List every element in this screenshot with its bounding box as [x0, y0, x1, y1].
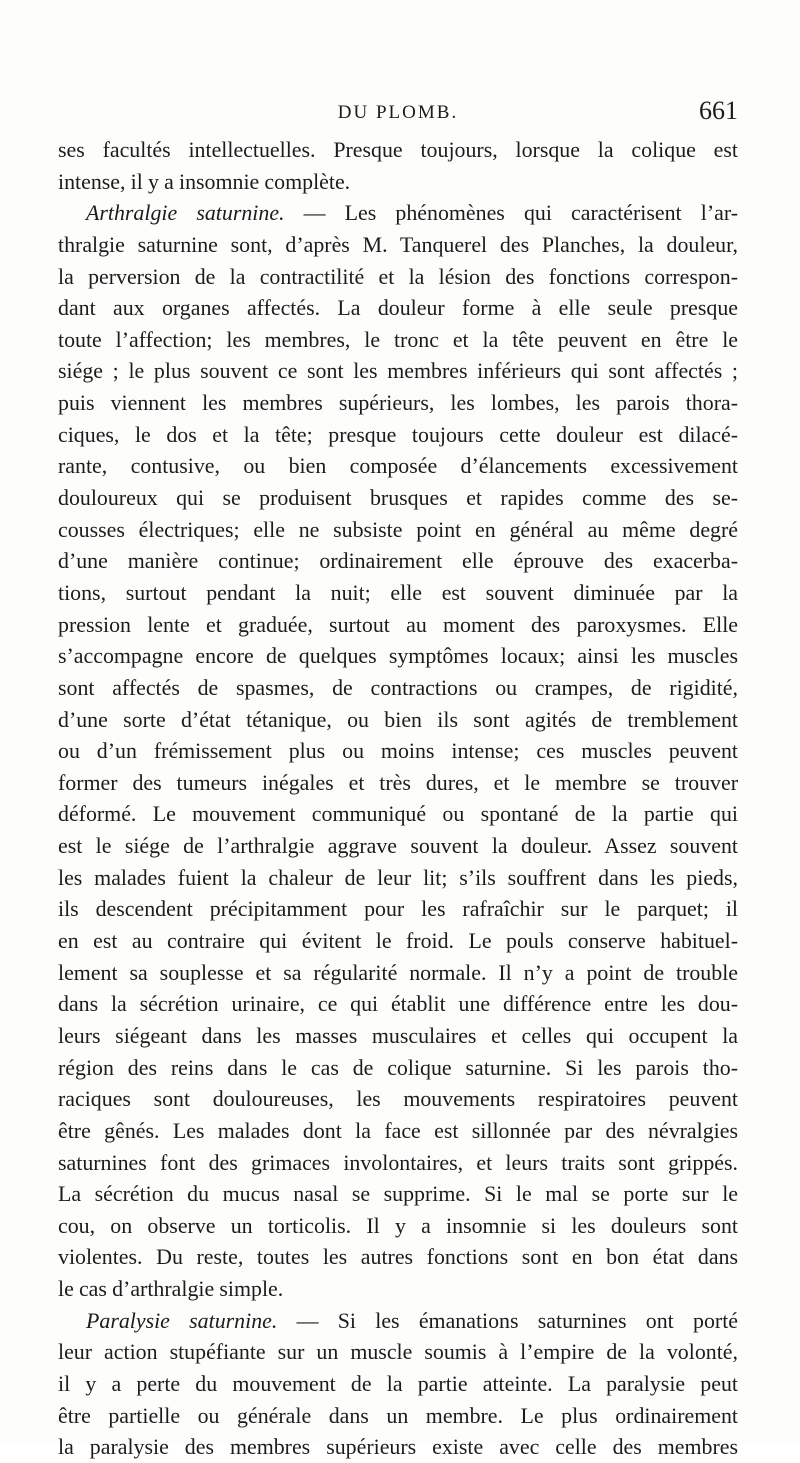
text-line: dans la sécrétion urinaire, ce qui établit une différence entre les dou-: [58, 991, 738, 1017]
text-line: il y a perte du mouvement de la partie atteinte. La paralysie peut: [58, 1370, 738, 1396]
text-line: la perversion de la contractilité et la lésion des fonctions correspon-: [58, 263, 738, 289]
text-line: cou, on observe un torticolis. Il y a insomnie si les douleurs sont: [58, 1212, 738, 1238]
text-line: être gênés. Les malades dont la face est sillonnée par des névralgies: [58, 1117, 738, 1143]
text-line: d’une sorte d’état tétanique, ou bien ils sont agités de tremblement: [58, 706, 738, 732]
text-line: déformé. Le mouvement communiqué ou spontané de la partie qui: [58, 801, 738, 827]
running-title: DU PLOMB.: [337, 102, 459, 123]
text-line: raciques sont douloureuses, les mouvements respiratoires peuvent: [58, 1086, 738, 1112]
text-line: lement sa souplesse et sa régularité normale. Il n’y a point de trouble: [58, 959, 738, 985]
text-line: s’accompagne encore de quelques symptômes locaux; ainsi les muscles: [58, 643, 738, 669]
text-line: [58, 197, 738, 229]
text-line: toute l’affection; les membres, le tronc et la tête peuvent en être le: [58, 326, 738, 352]
text-line: région des reins dans le cas de colique saturnine. Si les parois tho-: [58, 1054, 738, 1080]
text-line: d’une manière continue; ordinairement elle éprouve des exacerba-: [58, 548, 738, 574]
text-line: saturnines font des grimaces involontaires, et leurs traits sont grippés.: [58, 1149, 738, 1175]
text-line: former des tumeurs inégales et très dures, et le membre se trouver: [58, 769, 738, 795]
text-line: dant aux organes affectés. La douleur forme à elle seule presque: [58, 295, 738, 321]
section-title-paralysie: Paralysie saturnine.: [86, 1307, 278, 1333]
text-line: être partielle ou générale dans un membre. Le plus ordinairement: [58, 1402, 738, 1428]
text-line: tions, surtout pendant la nuit; elle est souvent diminuée par la: [58, 579, 738, 605]
body-text: [58, 134, 738, 1463]
text-line: violentes. Du reste, toutes les autres fonctions sont en bon état dans: [58, 1244, 738, 1270]
text-line: ciques, le dos et la tête; presque toujours cette douleur est dilacé-: [58, 421, 738, 447]
text-line: ou d’un frémissement plus ou moins intense; ces muscles peuvent: [58, 738, 738, 764]
text-line-rest: — Si les émanations saturnines ont porté: [296, 1307, 738, 1333]
text-line: [58, 1305, 738, 1337]
text-line: douloureux qui se produisent brusques et rapides comme des se-: [58, 485, 738, 511]
text-line: en est au contraire qui évitent le froid. Le pouls conserve habituel-: [58, 928, 738, 954]
text-line: thralgie saturnine sont, d’après M. Tanquerel des Planches, la douleur,: [58, 231, 738, 257]
text-line-rest: — Les phénomènes qui caractérisent l’ar-: [303, 200, 738, 226]
text-line: cousses électriques; elle ne subsiste point en général au même degré: [58, 516, 738, 542]
text-line: la paralysie des membres supérieurs existe avec celle des membres: [58, 1434, 738, 1460]
text-line: siége ; le plus souvent ce sont les membres inférieurs qui sont affectés ;: [58, 358, 738, 384]
text-line: ses facultés intellectuelles. Presque toujours, lorsque la colique est: [58, 137, 738, 162]
text-line: les malades fuient la chaleur de leur lit; s’ils souffrent dans les pieds,: [58, 864, 738, 890]
text-line: rante, contusive, ou bien composée d’élancements excessivement: [58, 453, 738, 479]
text-line: intense, il y a insomnie complète.: [58, 168, 351, 194]
text-line: pression lente et graduée, surtout au moment des paroxysmes. Elle: [58, 611, 738, 637]
text-line: est le siége de l’arthralgie aggrave souvent la douleur. Assez souvent: [58, 833, 738, 859]
text-line: sont affectés de spasmes, de contractions ou crampes, de rigidité,: [58, 674, 738, 700]
text-line: puis viennent les membres supérieurs, les lombes, les parois thora-: [58, 390, 738, 416]
page-number: 661: [699, 96, 738, 125]
text-line: ils descendent précipitamment pour les rafraîchir sur le parquet; il: [58, 896, 738, 922]
text-line: La sécrétion du mucus nasal se supprime. Si le mal se porte sur le: [58, 1181, 738, 1207]
text-line: leurs siégeant dans les masses musculaires et celles qui occupent la: [58, 1022, 738, 1048]
text-line: leur action stupéfiante sur un muscle soumis à l’empire de la volonté,: [58, 1339, 738, 1365]
text-line: le cas d’arthralgie simple.: [58, 1276, 284, 1302]
section-title-arthralgie: Arthralgie saturnine.: [86, 200, 285, 226]
running-header: [58, 96, 738, 130]
